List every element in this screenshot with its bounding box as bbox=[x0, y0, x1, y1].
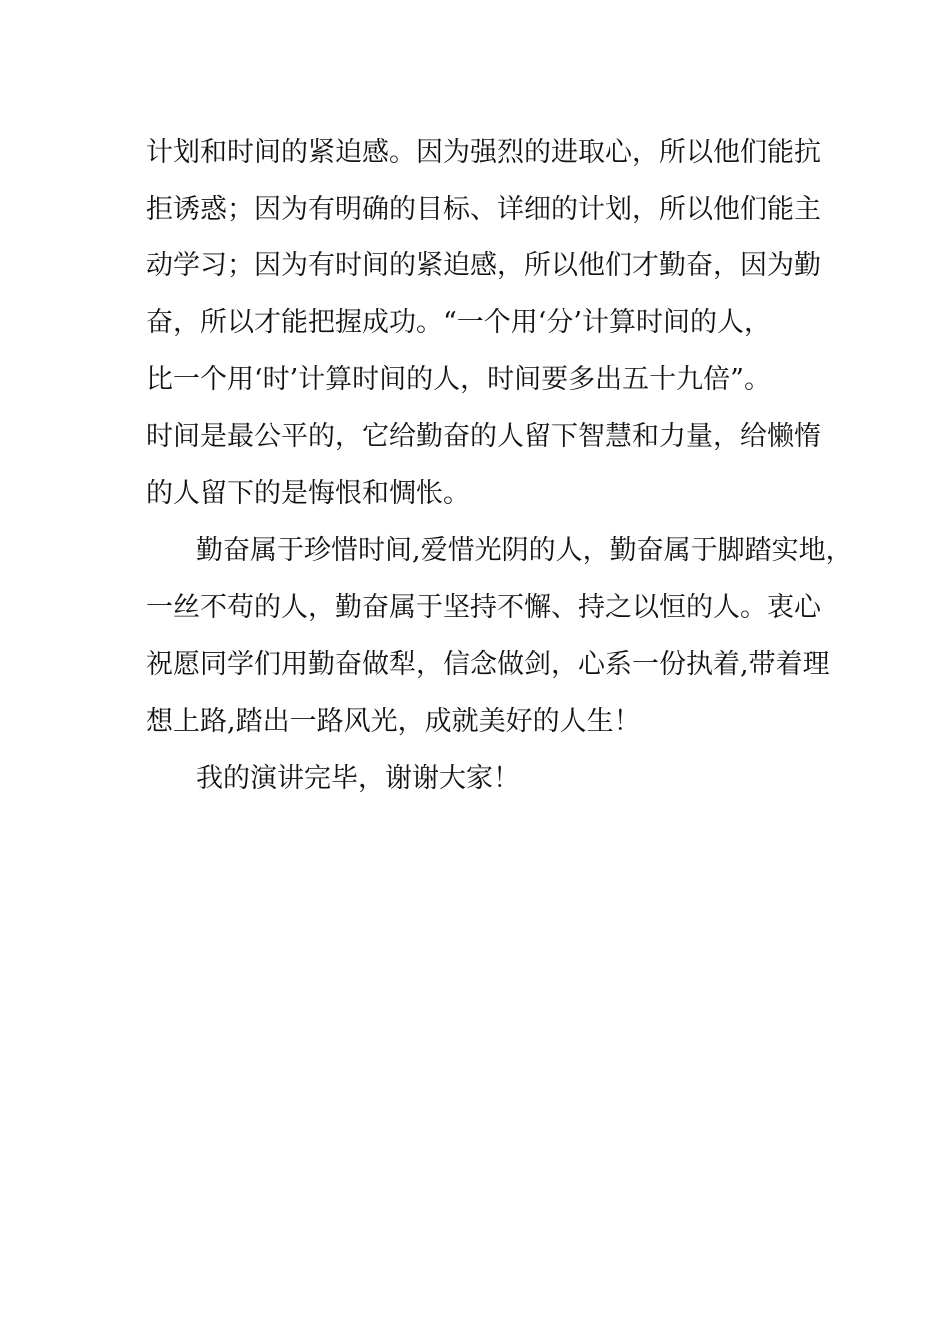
paragraph-2-line-2: 一丝不苟的人，勤奋属于坚持不懈、持之以恒的人。衷心 bbox=[146, 592, 821, 623]
paragraph-3-line-1: 我的演讲完毕，谢谢大家！ bbox=[196, 763, 520, 794]
paragraph-1-line-5: 比一个用‘时’计算时间的人，时间要多出五十九倍”。 bbox=[146, 364, 771, 395]
paragraph-1-line-2: 拒诱惑；因为有明确的目标、详细的计划，所以他们能主 bbox=[146, 194, 821, 225]
paragraph-1-line-1: 计划和时间的紧迫感。因为强烈的进取心，所以他们能抗 bbox=[146, 137, 821, 168]
paragraph-2-line-3: 祝愿同学们用勤奋做犁，信念做剑，心系一份执着,带着理 bbox=[146, 649, 830, 680]
paragraph-2-line-1: 勤奋属于珍惜时间,爱惜光阴的人，勤奋属于脚踏实地， bbox=[196, 535, 853, 566]
paragraph-1-line-6: 时间是最公平的，它给勤奋的人留下智慧和力量，给懒惰 bbox=[146, 421, 821, 452]
paragraph-1-line-7: 的人留下的是悔恨和惆怅。 bbox=[146, 478, 470, 509]
paragraph-1-line-3: 动学习；因为有时间的紧迫感，所以他们才勤奋，因为勤 bbox=[146, 250, 821, 281]
paragraph-1-line-4: 奋，所以才能把握成功。“一个用‘分’计算时间的人， bbox=[146, 307, 771, 338]
paragraph-2-line-4: 想上路,踏出一路风光，成就美好的人生！ bbox=[146, 706, 641, 737]
